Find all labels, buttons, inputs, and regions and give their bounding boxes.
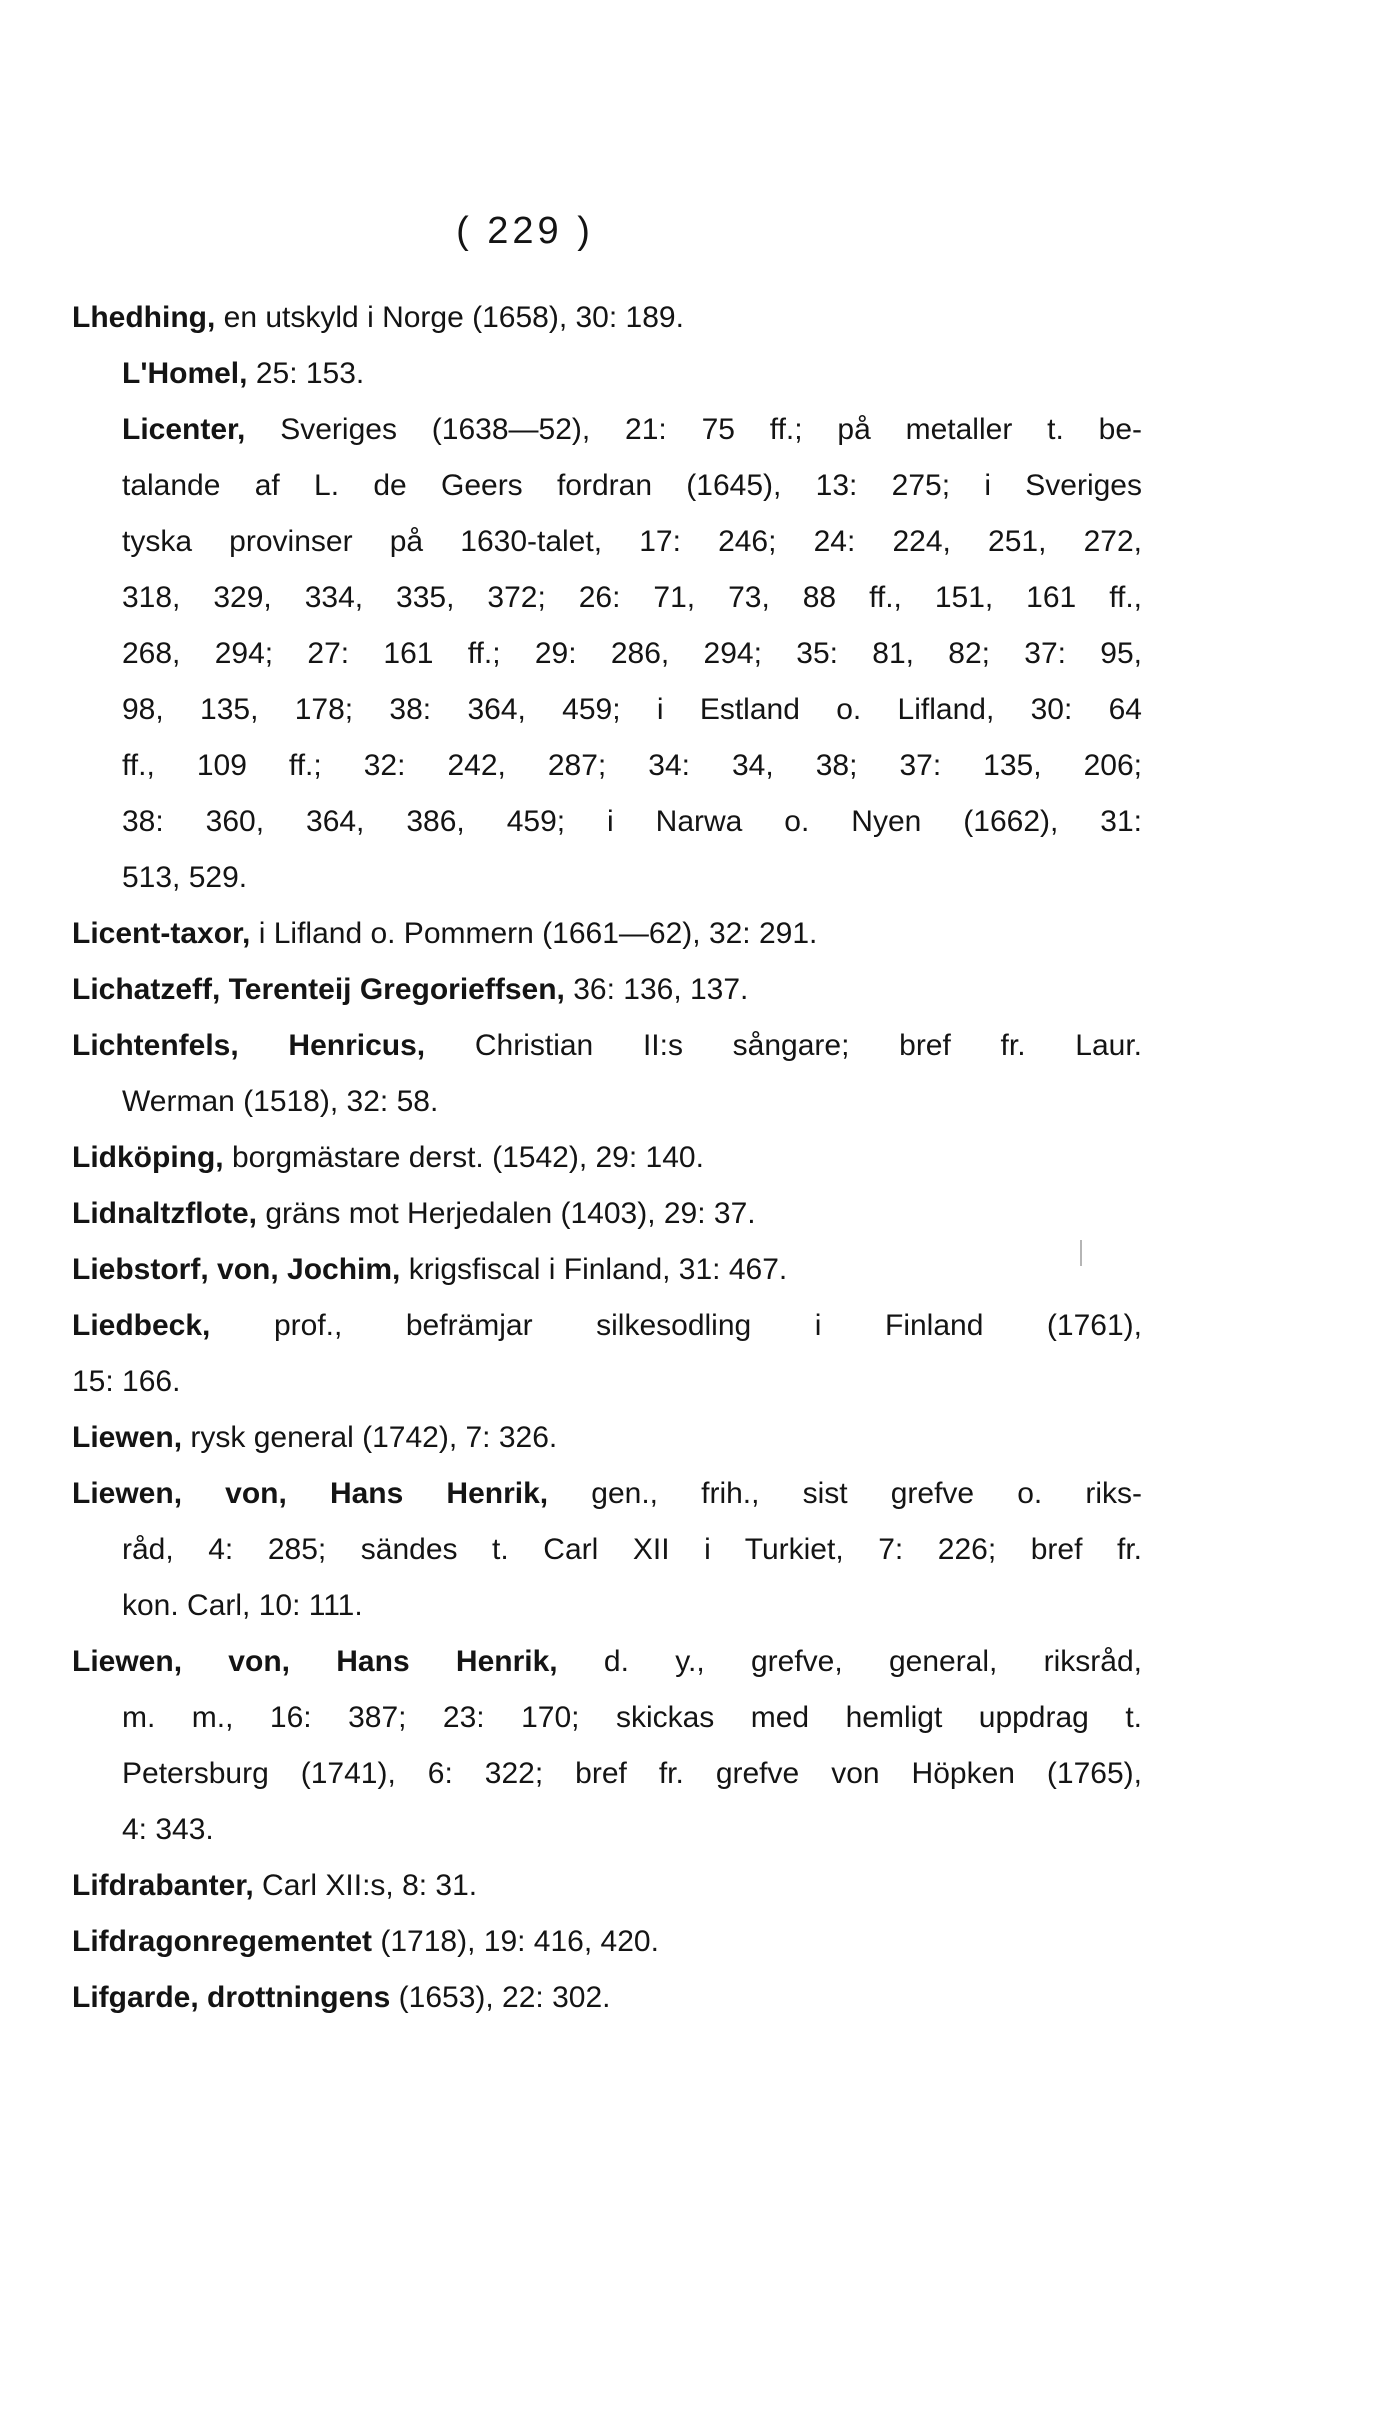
entry-headword: Liedbeck, [72,1309,211,1342]
entry-line [72,906,1142,962]
index-entry [72,1018,1142,1130]
page-number: ( 229 ) [456,210,594,252]
entry-headword: Lichtenfels, Henricus, [72,1029,426,1062]
entry-line: talande af L. de Geers fordran (1645), 13: 275; i Sveriges [122,469,1142,502]
entry-headword: Lifgarde, drottningens [72,1981,391,2014]
index-entry [72,1634,1142,1858]
entry-headword: Lifdragonregementet [72,1925,373,1958]
entry-text: prof., befrämjar silkesodling i Finland (1761), [273,1309,1142,1342]
entry-text: gen., frih., sist grefve o. riks- [591,1477,1142,1510]
entry-headword: Licent-taxor, [72,917,251,950]
entry-line [72,1018,1142,1074]
entry-line: råd, 4: 285; sändes t. Carl XII i Turkiet, 7: 226; bref fr. [122,1533,1142,1566]
entry-line: 4: 343. [122,1813,214,1846]
entry-headword: Licenter, [122,413,246,446]
entry-line [72,1914,1142,1970]
index-entry [72,290,1142,346]
entry-text: (1718), 19: 416, 420. [380,1925,659,1958]
entry-line: tyska provinser på 1630-talet, 17: 246; 24: 224, 251, 272, [122,525,1142,558]
margin-mark [1080,1240,1082,1266]
index-entry [72,1242,1142,1298]
entry-line [72,1634,1142,1690]
entry-text: en utskyld i Norge (1658), 30: 189. [223,301,684,334]
entry-line: kon. Carl, 10: 111. [122,1589,363,1622]
index-entry [72,1186,1142,1242]
entry-headword: Lifdrabanter, [72,1869,254,1902]
entry-text: 36: 136, 137. [573,973,749,1006]
entry-line: Werman (1518), 32: 58. [122,1085,439,1118]
entry-headword: Lhedhing, [72,301,216,334]
entry-headword: L'Homel, [122,357,248,390]
entry-line: 98, 135, 178; 38: 364, 459; i Estland o. Lifland, 30: 64 [122,693,1142,726]
entry-line: 15: 166. [72,1365,181,1398]
entry-line: ff., 109 ff.; 32: 242, 287; 34: 34, 38; 37: 135, 206; [122,749,1142,782]
entry-text: d. y., grefve, general, riksråd, [603,1645,1143,1678]
entry-line: 38: 360, 364, 386, 459; i Narwa o. Nyen (1662), 31: [122,805,1142,838]
entry-text: Sveriges (1638—52), 21: 75 ff.; på metaller t. be- [280,413,1142,446]
index-entry [72,1858,1142,1914]
entry-line [72,346,1142,402]
entry-headword: Liewen, von, Hans Henrik, [72,1645,558,1678]
entry-text: i Lifland o. Pommern (1661—62), 32: 291. [258,917,818,950]
index-entry [72,346,1142,402]
entry-line [72,1130,1142,1186]
index-entry [72,1970,1142,2026]
entry-text: 25: 153. [255,357,365,390]
index-entry [72,1914,1142,1970]
entry-line [72,1970,1142,2026]
index-entry [72,1298,1142,1410]
entry-line [72,1186,1142,1242]
entry-text: krigsfiscal i Finland, 31: 467. [408,1253,788,1286]
entry-line: 268, 294; 27: 161 ff.; 29: 286, 294; 35: 81, 82; 37: 95, [122,637,1142,670]
entry-headword: Lichatzeff, Terenteij Gregorieffsen, [72,973,565,1006]
entry-line [72,1466,1142,1522]
entry-text: Christian II:s sångare; bref fr. Laur. [474,1029,1142,1062]
index-entry [72,1410,1142,1466]
index-entry [72,1130,1142,1186]
entry-line [72,1858,1142,1914]
entry-text: gräns mot Herjedalen (1403), 29: 37. [265,1197,756,1230]
entry-headword: Liewen, von, Hans Henrik, [72,1477,549,1510]
entry-line: m. m., 16: 387; 23: 170; skickas med hemligt uppdrag t. [122,1701,1142,1734]
index-entry [72,402,1142,906]
entry-headword: Liewen, [72,1421,183,1454]
entry-text: Carl XII:s, 8: 31. [262,1869,478,1902]
entry-line [72,1242,1142,1298]
entry-headword: Lidköping, [72,1141,224,1174]
entry-text: rysk general (1742), 7: 326. [190,1421,558,1454]
entry-line: Petersburg (1741), 6: 322; bref fr. grefve von Höpken (1765), [122,1757,1142,1790]
index-entry [72,1466,1142,1634]
entry-line [72,962,1142,1018]
entry-line: 318, 329, 334, 335, 372; 26: 71, 73, 88 ff., 151, 161 ff., [122,581,1142,614]
entry-line [72,290,1142,346]
index-entry [72,906,1142,962]
index-entries [72,290,1142,2026]
entry-line [72,402,1142,458]
entry-text: borgmästare derst. (1542), 29: 140. [231,1141,704,1174]
entry-text: (1653), 22: 302. [398,1981,611,2014]
entry-line [72,1298,1142,1354]
entry-line: 513, 529. [122,861,248,894]
entry-line [72,1410,1142,1466]
index-entry [72,962,1142,1018]
entry-headword: Lidnaltzflote, [72,1197,257,1230]
entry-headword: Liebstorf, von, Jochim, [72,1253,401,1286]
